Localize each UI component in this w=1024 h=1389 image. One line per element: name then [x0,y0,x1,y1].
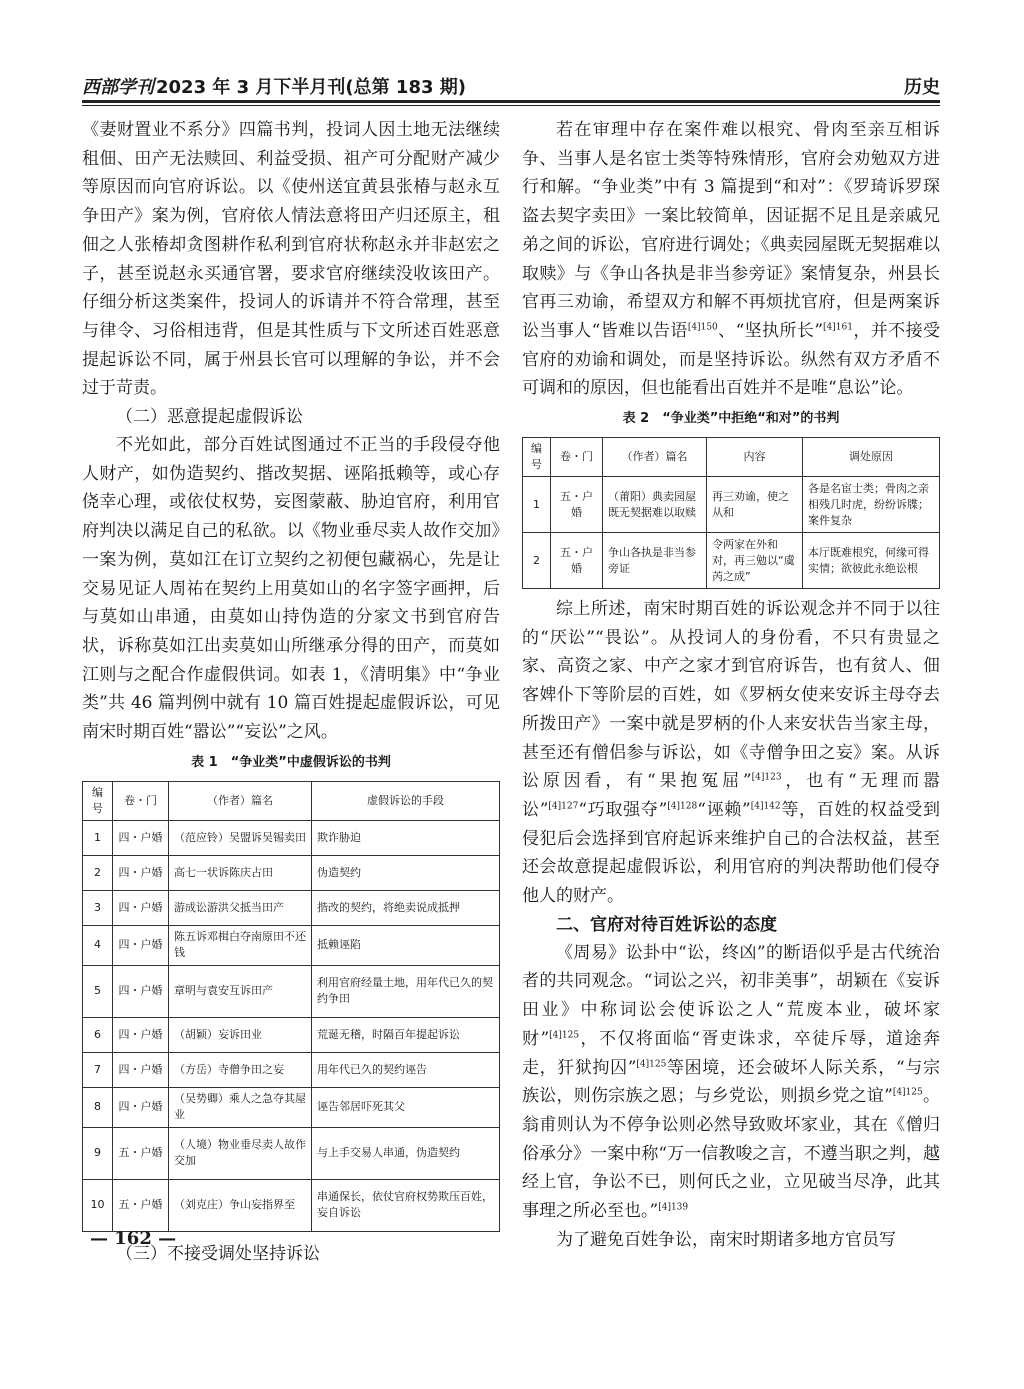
text-run: 等困境，还会破坏人际关系，“与宗族讼，则伤宗族之恩；与乡党讼，则损乡党之谊” [522,1057,940,1107]
text-run: ，不仅将面临“胥吏诛求，卒徒斥辱，道途奔走，犴狱拘囚” [522,1028,940,1078]
table-cell: 令两家在外和对，再三勉以“虞芮之成” [707,533,803,589]
table-row [83,1052,500,1087]
table-cell: 五・户婚 [113,1127,169,1179]
section-label: 历史 [904,77,940,98]
table-header: 卷・门 [113,781,169,820]
citation: [4]150 [687,322,718,333]
table-cell: 串通保长，依仗官府权势欺压百姓，妄自诉讼 [312,1179,500,1231]
table-header-row [83,781,500,820]
table-cell: 4 [83,925,113,965]
table-cell: 四・户婚 [113,855,169,890]
table-cell: 陈五诉邓楫白夺南原田不还钱 [169,925,312,965]
table-cell: 诬告邻居吓死其父 [312,1087,500,1127]
table-cell: 四・户婚 [113,965,169,1017]
paragraph [522,939,940,1226]
text-run: ，并不接受官府的劝谕和调处，而是坚持诉讼。纵然有双方矛盾不可调和的原因，但也能看出百姓并不是唯“息讼”论。 [522,320,941,399]
table-row [523,533,940,589]
table-cell: （胡颖）妄诉田业 [169,1017,312,1052]
table-cell: 四・户婚 [113,1087,169,1127]
table-cell: 用年代已久的契约诬告 [312,1052,500,1087]
text-run: “巧取强夺” [578,799,668,820]
header-rule-thin [82,105,940,106]
header-rule-thick [82,100,940,103]
table-caption: 表 1 “争业类”中虚假诉讼的书判 [191,754,391,770]
table-row [83,925,500,965]
table-row [83,855,500,890]
table-row [83,1017,500,1052]
table-cell: 本厅既难根究，何缘可得实情；欲彼此永绝讼根 [803,533,940,589]
table-caption: 表 2 “争业类”中拒绝“和对”的书判 [622,411,840,427]
table-cell: 6 [83,1017,113,1052]
subsection-heading: （二）恶意提起虚假诉讼 [116,407,303,428]
table-cell: （范应铃）吴盟诉吴锡卖田 [169,820,312,855]
text-run: 若在审理中存在案件难以根究、骨肉至亲互相诉争、当事人是名宦士类等特殊情形，官府会劝勉双方进行和解。“争业类”中有 3 篇提到“和对”：《罗琦诉罗琛盗去契字卖田》一案比较简单，因证据不足且是亲戚兄弟之间的诉讼，官府进行调处；《典卖园屋既无契据难以取赎》与《争山各执是非当参旁证》案情复杂，州县长官再三劝谕，希望双方和解不再烦扰官府，但是两案诉讼当事人“皆难以告 [522,120,940,341]
table-header: 虚假诉讼的手段 [312,781,500,820]
citation: [4]125 [636,1058,667,1069]
table-cell: （吴势卿）乘人之急夺其屋业 [169,1087,312,1127]
text-run: 《周易》讼卦中“讼，终凶”的断语似乎是古代统治者的共同观念。“词讼之兴，初非美事”，胡颖在《妄诉田业》中称词讼会使诉讼之人“荒废本业，破坏家财” [522,942,940,1049]
table-cell: 五・户婚 [551,533,603,589]
citation: [4]123 [751,772,782,783]
table-cell: （人境）物业垂尽卖人故作交加 [169,1127,312,1179]
table-cell: 章明与袁安互诉田产 [169,965,312,1017]
table-cell: （方岳）寺僧争田之妄 [169,1052,312,1087]
journal-issue [82,73,466,99]
table-cell: 游成讼游洪父抵当田产 [169,890,312,925]
table-row [83,965,500,1017]
table-cell: 高七一状诉陈庆占田 [169,855,312,890]
issue-label: 2023 年 3 月下半月刊(总第 183 期) [156,77,466,98]
table-cell: 2 [83,855,113,890]
table-header-row [523,438,940,477]
table-cell: 5 [83,965,113,1017]
text-run: 语 [670,320,688,341]
table-cell: 五・户婚 [551,477,603,533]
text-run: “诬赖” [697,799,751,820]
paragraph [522,595,940,911]
table-cell: 五・户婚 [113,1179,169,1231]
table-cell: 四・户婚 [113,820,169,855]
section-heading: 二、官府对待百姓诉讼的态度 [556,914,777,935]
table-cell: 与上手交易人串通，伪造契约 [312,1127,500,1179]
table-row [523,477,940,533]
table-cell: 3 [83,890,113,925]
text-run: 、“坚执所长” [717,320,824,341]
table-header: 卷・门 [551,438,603,477]
left-column [82,116,500,1268]
table-cell: 再三劝谕，使之从和 [707,477,803,533]
page-number: — 162 — [90,1228,177,1249]
table-cell: 荒诞无稽，时隔百年提起诉讼 [312,1017,500,1052]
running-header [82,73,940,99]
table-cell: 2 [523,533,551,589]
table-cell: 伪造契约 [312,855,500,890]
text-run: 。翁甫则认为不停争讼则必然导致败坏家业，其在《僧归俗承分》一案中称“万一信教唆之言，不遵当职之判，越经上官，争讼不已，则何氏之业，立见破当尽净，此其事理之所必至也。” [522,1086,940,1222]
table-cell: 利用官府经量土地，用年代已久的契约争田 [312,965,500,1017]
text-run: 综上所述，南宋时期百姓的诉讼观念并不同于以往的“厌讼”“畏讼”。从投词人的身份看，不只有贵显之家、高资之家、中产之家才到官府诉告，也有贫人、佃客婢仆下等阶层的百姓，如《罗柄女使来安诉主母夺去所拨田产》一案中就是罗柄的仆人来安状告当家主母，甚至还有僧侣参与诉讼，如《寺僧争田之妄》案。从诉讼原因看，有“果抱冤屈” [522,599,940,792]
table-header: 内容 [707,438,803,477]
table-header: （作者）篇名 [169,781,312,820]
table-cell: 7 [83,1052,113,1087]
right-column [522,116,940,1255]
table-cell: 欺诈胁迫 [312,820,500,855]
citation: [4]142 [750,801,781,812]
paragraph [522,116,940,403]
table-cell: 争山各执是非当参旁证 [603,533,707,589]
paragraph: 不光如此，部分百姓试图通过不正当的手段侵夺他人财产，如伪造契约、揩改契据、诬陷抵赖等，或心存侥幸心理，或依仗权势，妄图蒙蔽、胁迫官府，利用官府判决以满足自己的私欲。以《物业垂尽卖人故作交加》一案为例，莫如江在订立契约之初便包藏祸心，先是让交易见证人周祐在契约上用莫如山的名字签字画押，后与莫如山串通，由莫如山持伪造的分家文书到官府告状，诉称莫如江出卖莫如山所继承分得的田产，而莫如江则与之配合作虚假供词。如表 1，《清明集》中“争业类”共 46 篇判例中就有 10 篇百姓提起虚假诉讼，可见南宋时期百姓“嚣讼”“妄讼”之风。 [82,435,500,743]
text-run: ，也有“无理而嚣讼” [522,771,940,820]
table-cell: 8 [83,1087,113,1127]
table-header: （作者）篇名 [603,438,707,477]
table-cell: 1 [83,820,113,855]
table-cell: 四・户婚 [113,1017,169,1052]
journal-logo: 西部学刊 [82,77,154,98]
paragraph: 《妻财置业不系分》四篇书判，投词人因土地无法继续租佃、田产无法赎回、利益受损、祖产可分配财产减少等原因而向官府诉讼。以《使州送宜黄县张椿与赵永互争田产》案为例，官府依人情法意将田产归还原主，租佃之人张椿却贪图耕作私利到官府状称赵永并非赵宏之子，甚至说赵永买通官署，要求官府继续没收该田产。仔细分析这类案件，投词人的诉请并不符合常理，甚至与律令、习俗相违背，但是其性质与下文所述百姓恶意提起诉讼不同，属于州县长官可以理解的争讼，并不会过于苛责。 [82,120,500,399]
table-row [83,1087,500,1127]
text-run: 等，百姓的权益受到侵犯后会选择到官府起诉来维护自己的合法权益，甚至还会故意提起虚假诉讼，利用官府的判决帮助他们侵夺他人的财产。 [522,799,940,907]
table-row [83,820,500,855]
table-cell: 各是名宦士类；骨肉之亲相残几时虎，纷纷诉牒；案件复杂 [803,477,940,533]
citation: [4]125 [549,1030,580,1041]
table-row [83,890,500,925]
citation: [4]139 [658,1202,689,1213]
table-row [83,1179,500,1231]
table-row [83,1127,500,1179]
citation: [4]127 [548,801,579,812]
citation: [4]161 [823,322,853,333]
table-cell: 四・户婚 [113,1052,169,1087]
paragraph: 为了避免百姓争讼，南宋时期诸多地方官员写 [556,1229,896,1250]
table-cell: （莆阳）典卖园屋既无契据难以取赎 [603,477,707,533]
table-header: 编号 [83,781,113,820]
table-1 [82,781,500,1232]
table-cell: 1 [523,477,551,533]
table-cell: 9 [83,1127,113,1179]
table-cell: （刘克庄）争山妄指界至 [169,1179,312,1231]
table-cell: 10 [83,1179,113,1231]
table-cell: 揩改的契约，将绝卖说成抵押 [312,890,500,925]
table-2 [522,437,940,589]
table-cell: 抵赖诬陷 [312,925,500,965]
citation: [4]128 [667,801,698,812]
table-header: 编号 [523,438,551,477]
subsection-heading: （三）不接受调处坚持诉讼 [116,1243,320,1264]
table-header: 调处原因 [803,438,940,477]
table-cell: 四・户婚 [113,925,169,965]
table-cell: 四・户婚 [113,890,169,925]
citation: [4]125 [892,1087,923,1098]
